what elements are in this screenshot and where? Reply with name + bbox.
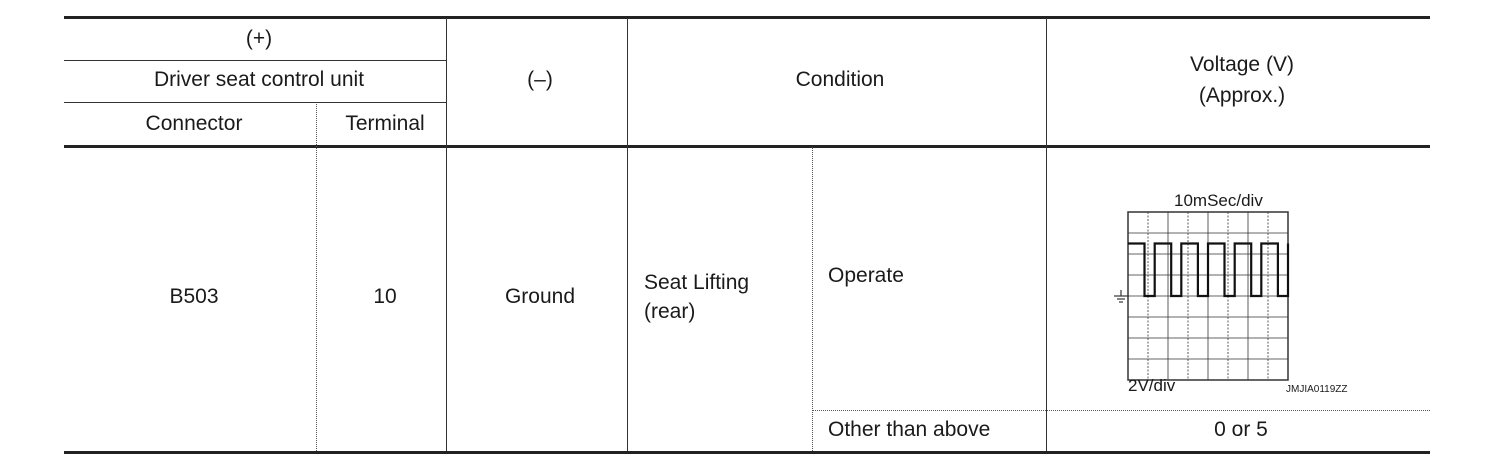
header-minus: (–) <box>527 68 553 91</box>
waveform-code: JMJIA0119ZZ <box>1286 384 1348 395</box>
cell-minus: Ground <box>504 285 576 308</box>
header-connector: Connector <box>145 112 243 135</box>
table-bottom-border <box>64 451 1430 454</box>
cell-other-value: 0 or 5 <box>1214 418 1268 441</box>
col-divider-condition-voltage <box>1046 18 1047 451</box>
cell-sub-other: Other than above <box>828 418 991 441</box>
table-top-border <box>64 16 1430 19</box>
header-divider-unit <box>64 102 446 103</box>
header-divider-plus <box>64 60 446 61</box>
header-voltage: Voltage (V) <box>1190 53 1294 76</box>
col-divider-condition-sub <box>812 147 813 451</box>
waveform-trace <box>1128 244 1288 297</box>
waveform-plot <box>1100 186 1400 406</box>
header-unit: Driver seat control unit <box>153 68 365 91</box>
col-divider-unit-minus <box>446 18 447 451</box>
header-bottom-border <box>64 145 1430 148</box>
header-condition: Condition <box>795 68 885 91</box>
header-plus: (+) <box>245 27 273 50</box>
cell-condition-line1: Seat Lifting <box>644 271 750 294</box>
waveform-diagram <box>1100 186 1400 406</box>
cell-sub-operate: Operate <box>828 264 904 287</box>
waveform-time-div: 10mSec/div <box>1174 191 1263 210</box>
col-divider-connector-terminal <box>316 104 317 451</box>
col-divider-minus-condition <box>627 18 628 451</box>
cell-terminal: 10 <box>373 285 397 308</box>
cell-connector: B503 <box>169 285 219 308</box>
row-divider-other <box>812 410 1430 411</box>
waveform-volt-div: 2V/div <box>1128 376 1176 395</box>
header-voltage-approx: (Approx.) <box>1198 84 1286 107</box>
cell-condition-line2: (rear) <box>644 300 696 323</box>
ground-symbol <box>1114 290 1128 302</box>
header-terminal: Terminal <box>345 112 425 135</box>
